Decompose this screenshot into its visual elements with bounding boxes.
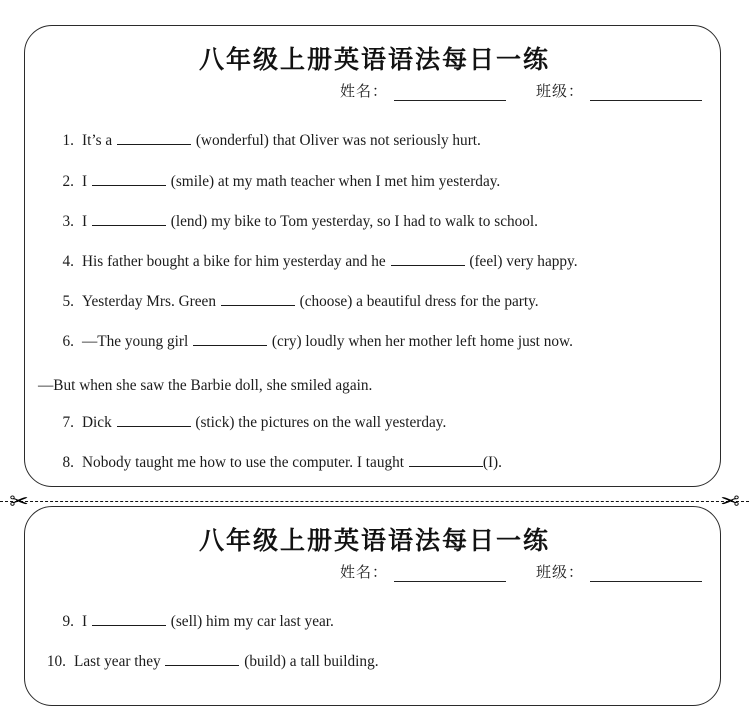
name-field[interactable]: [340, 80, 506, 101]
question-number: 7.: [62, 414, 74, 431]
question-number: 5.: [62, 293, 74, 310]
answer-blank[interactable]: [92, 172, 166, 186]
scissors-icon: ✂: [720, 489, 740, 514]
name-label: 姓名：: [340, 82, 389, 100]
question-item: [48, 332, 573, 352]
question-item: [48, 453, 502, 473]
answer-blank[interactable]: [221, 292, 295, 306]
name-blank-line[interactable]: [394, 86, 506, 101]
question-continuation-line: —But when she saw the Barbie doll, she smiled again.: [38, 377, 373, 394]
name-blank-line[interactable]: [394, 567, 506, 582]
question-item: [48, 413, 446, 433]
question-text-after: (feel) very happy.: [465, 253, 578, 270]
question-text-before: —The young girl: [82, 333, 193, 350]
question-text-before: Nobody taught me how to use the computer. I taught: [82, 454, 408, 471]
class-blank-line[interactable]: [590, 567, 702, 582]
question-number: 1.: [62, 132, 74, 149]
class-label: 班级：: [536, 82, 585, 100]
answer-blank[interactable]: [193, 332, 267, 346]
question-item: [48, 131, 481, 151]
question-item: [48, 252, 578, 272]
question-text-after: (build) a tall building.: [240, 653, 379, 670]
question-item: [48, 212, 538, 232]
answer-blank[interactable]: [165, 652, 239, 666]
answer-blank[interactable]: [117, 131, 191, 145]
question-text-before: Last year they: [74, 653, 165, 670]
class-label: 班级：: [536, 563, 585, 581]
section-two-identity-row: [340, 561, 702, 582]
answer-blank[interactable]: [92, 212, 166, 226]
section-two-title: 八年级上册英语语法每日一练: [198, 526, 550, 555]
question-item: [48, 172, 500, 192]
question-text-before: His father bought a bike for him yesterday and he: [82, 253, 390, 270]
question-item: [40, 652, 379, 672]
question-text-after: (sell) him my car last year.: [166, 613, 334, 630]
name-field[interactable]: [340, 561, 506, 582]
class-field[interactable]: [536, 80, 702, 101]
question-item: [48, 612, 334, 632]
scissors-icon: ✂: [9, 489, 29, 514]
question-text-after: (lend) my bike to Tom yesterday, so I had to walk to school.: [166, 213, 539, 230]
answer-blank[interactable]: [92, 612, 166, 626]
question-text-after: (wonderful) that Oliver was not seriously hurt.: [192, 132, 481, 149]
question-number: 10.: [46, 653, 66, 670]
question-text-before: Dick: [82, 414, 116, 431]
question-item: [48, 292, 539, 312]
question-number: 3.: [62, 213, 74, 230]
question-text-before: I: [82, 173, 91, 190]
question-number: 8.: [62, 454, 74, 471]
question-text-after: (stick) the pictures on the wall yesterday.: [191, 414, 447, 431]
question-text-after: (smile) at my math teacher when I met him yesterday.: [166, 173, 501, 190]
question-text-after: (I).: [482, 454, 502, 471]
question-text-after: (cry) loudly when her mother left home just now.: [268, 333, 573, 350]
dashed-cut-line: [0, 501, 749, 502]
question-text-before: I: [82, 613, 91, 630]
answer-blank[interactable]: [391, 252, 465, 266]
question-number: 6.: [62, 333, 74, 350]
name-label: 姓名：: [340, 563, 389, 581]
question-number: 2.: [62, 173, 74, 190]
class-blank-line[interactable]: [590, 86, 702, 101]
answer-blank[interactable]: [409, 453, 483, 467]
question-text-before: Yesterday Mrs. Green: [82, 293, 220, 310]
class-field[interactable]: [536, 561, 702, 582]
answer-blank[interactable]: [117, 413, 191, 427]
question-text-after: (choose) a beautiful dress for the party.: [295, 293, 539, 310]
question-number: 4.: [62, 253, 74, 270]
section-one-identity-row: [340, 80, 702, 101]
section-one-title: 八年级上册英语语法每日一练: [198, 45, 550, 74]
question-text-before: I: [82, 213, 91, 230]
question-number: 9.: [62, 613, 74, 630]
question-text-before: It’s a: [82, 132, 116, 149]
